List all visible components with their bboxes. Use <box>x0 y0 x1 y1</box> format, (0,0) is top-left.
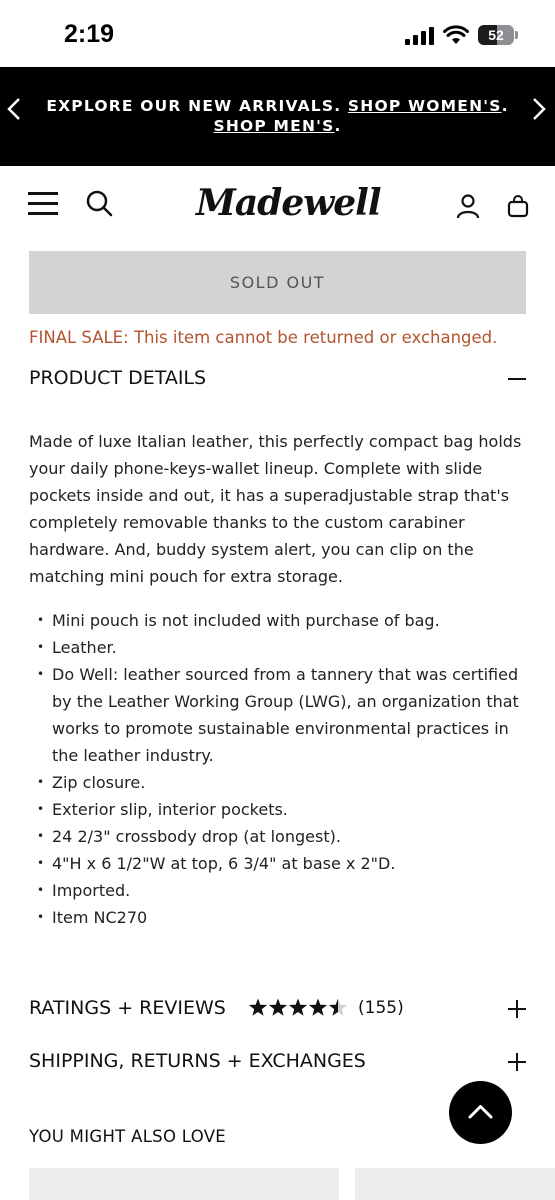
list-item: • Leather. <box>29 634 529 661</box>
battery-level: 52 <box>488 27 504 43</box>
list-item: • Mini pouch is not included with purchase of bag. <box>29 607 529 634</box>
shop-mens-link[interactable]: SHOP MEN'S <box>213 117 335 135</box>
sold-out-button[interactable]: SOLD OUT <box>29 251 526 314</box>
star-icon <box>269 999 287 1016</box>
recommendation-card[interactable] <box>29 1168 339 1200</box>
star-icon <box>329 999 347 1016</box>
list-item: • 4"H x 6 1/2"W at top, 6 3/4" at base x 2"D. <box>29 850 529 877</box>
cellular-signal-icon <box>405 27 435 45</box>
list-item: • Exterior slip, interior pockets. <box>29 796 529 823</box>
list-item: • Do Well: leather sourced from a tannery that was certified by the Leather Working Group (LWG), an organization that works to promote sustainable environmental practices in the leather industry. <box>29 661 529 769</box>
site-header <box>0 166 555 244</box>
ratings-reviews-toggle[interactable] <box>29 993 527 1023</box>
bag-icon[interactable] <box>507 194 529 218</box>
shop-womens-link[interactable]: SHOP WOMEN'S <box>347 97 502 115</box>
account-icon[interactable] <box>455 193 481 219</box>
product-details-title: PRODUCT DETAILS <box>29 367 207 389</box>
status-time: 2:19 <box>64 20 115 48</box>
recommendation-card[interactable] <box>355 1168 555 1200</box>
battery-icon <box>478 25 514 45</box>
shipping-returns-title: SHIPPING, RETURNS + EXCHANGES <box>29 1050 366 1072</box>
product-detail-list <box>29 607 529 931</box>
ratings-reviews-title: RATINGS + REVIEWS <box>29 997 226 1019</box>
list-item: • Item NC270 <box>29 904 529 931</box>
battery-cap <box>515 31 518 39</box>
promo-banner <box>0 67 555 166</box>
star-rating-icon <box>248 997 348 1019</box>
review-count: (155) <box>358 998 404 1018</box>
product-description: Made of luxe Italian leather, this perfectly compact bag holds your daily phone-keys-wallet lineup. Complete with slide pockets inside and out, it has a superadjustable strap that's completely removable thanks to the custom carabiner hardware. And, buddy system alert, you can clip on the matching mini pouch for extra storage. <box>29 432 522 586</box>
chevron-right-icon[interactable] <box>526 89 550 129</box>
final-sale-notice: FINAL SALE: This item cannot be returned or exchanged. <box>29 328 498 347</box>
product-details-toggle[interactable] <box>29 363 527 393</box>
menu-icon[interactable] <box>28 192 58 216</box>
wifi-icon <box>443 25 469 45</box>
star-icon <box>309 999 327 1016</box>
star-icon <box>249 999 267 1016</box>
shipping-returns-toggle[interactable] <box>29 1046 527 1076</box>
back-to-top-button[interactable] <box>449 1081 512 1144</box>
search-icon[interactable] <box>85 189 113 217</box>
recommendations-title: YOU MIGHT ALSO LOVE <box>29 1127 227 1146</box>
star-icon <box>289 999 307 1016</box>
list-item: • 24 2/3" crossbody drop (at longest). <box>29 823 529 850</box>
list-item: • Zip closure. <box>29 769 529 796</box>
list-item: • Imported. <box>29 877 529 904</box>
plus-icon <box>507 993 527 1023</box>
chevron-up-icon <box>449 1081 512 1144</box>
plus-icon <box>507 1046 527 1076</box>
promo-text: EXPLORE OUR NEW ARRIVALS. SHOP WOMEN'S. SHOP MEN'S. <box>46 97 509 135</box>
promo-message: EXPLORE OUR NEW ARRIVALS. <box>46 97 342 115</box>
status-bar <box>0 0 555 67</box>
chevron-left-icon[interactable] <box>3 89 27 129</box>
minus-icon <box>507 363 527 393</box>
madewell-logo[interactable]: Madewell <box>196 182 381 224</box>
